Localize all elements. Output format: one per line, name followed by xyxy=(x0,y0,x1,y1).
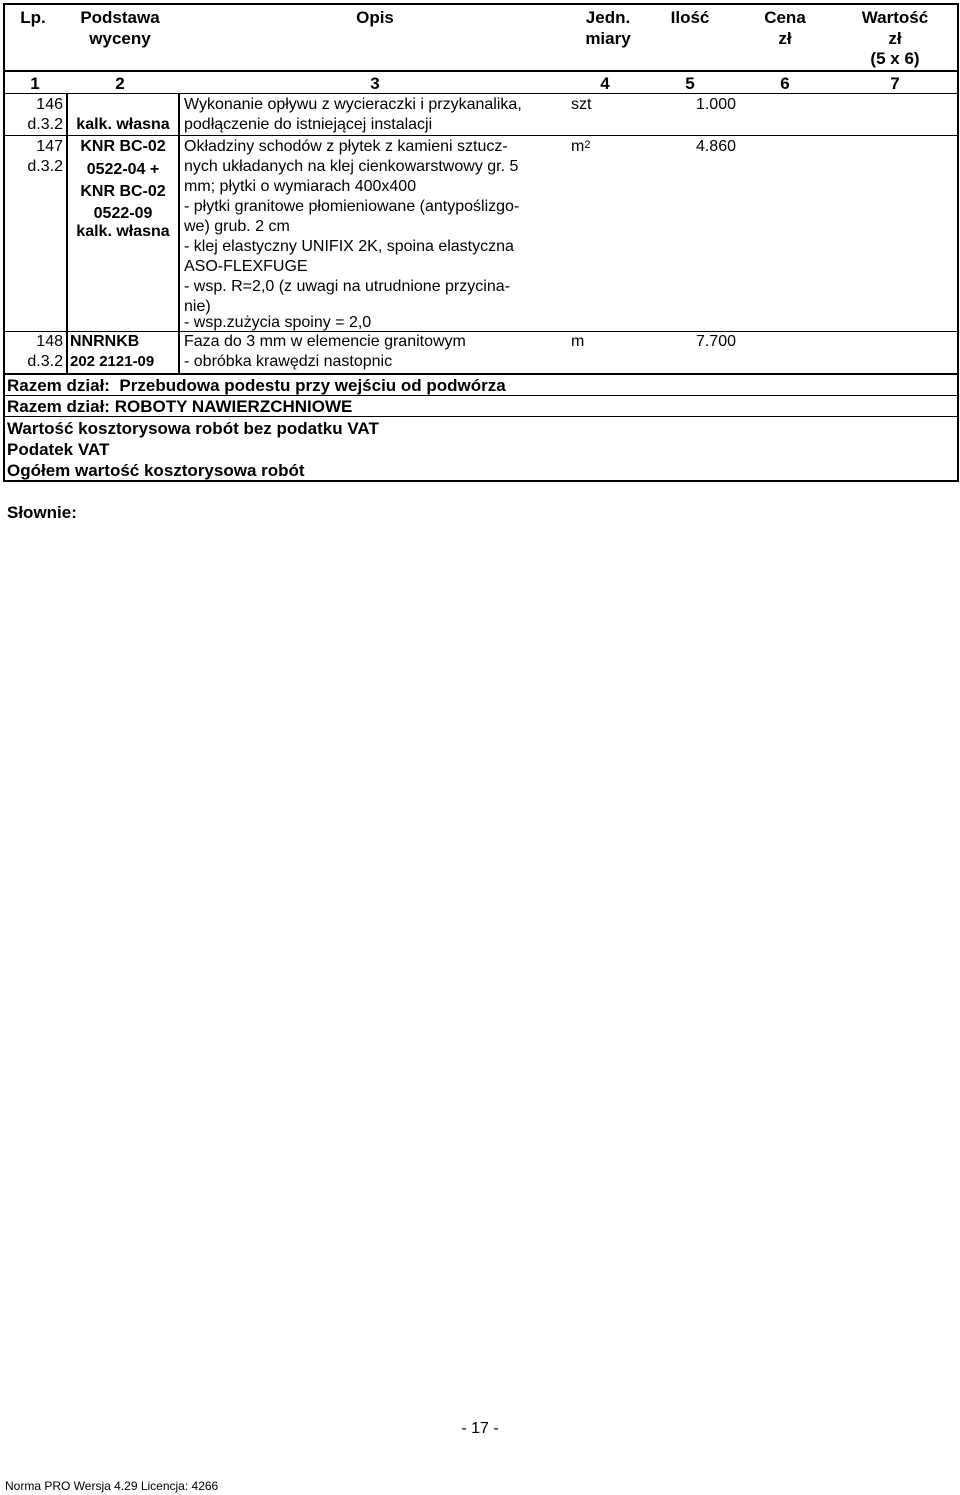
row-lp: 146 xyxy=(36,96,63,113)
summary-razem-dzial-2: Razem dział: ROBOTY NAWIERZCHNIOWE xyxy=(7,397,353,416)
header-opis: Opis xyxy=(356,8,394,27)
header-jedn-2: miary xyxy=(585,29,631,48)
header-jedn-1: Jedn. xyxy=(585,8,631,27)
row-opis-line: - klej elastyczny UNIFIX 2K, spoina elastyczna xyxy=(184,238,514,255)
row-opis-line: nie) xyxy=(184,298,211,315)
header-ilosc: Ilość xyxy=(670,8,710,27)
row-opis-line: mm; płytki o wymiarach 400x400 xyxy=(184,178,417,195)
page-number: - 17 - xyxy=(461,1420,499,1437)
row-separator xyxy=(3,331,959,332)
row-opis-line: - wsp. R=2,0 (z uwagi na utrudnione przycina- xyxy=(184,278,510,295)
row-lp-section: d.3.2 xyxy=(27,116,63,133)
row-opis-line: - płytki granitowe płomieniowane (antypoślizgo- xyxy=(184,198,520,215)
row-podstawa: NNRNKB xyxy=(70,333,140,350)
row-opis-line: Faza do 3 mm w elemencie granitowym xyxy=(184,333,466,350)
row-opis-line: - obróbka krawędzi nastopnic xyxy=(184,353,393,370)
colnum-5: 5 xyxy=(685,74,695,93)
header-cena-1: Cena xyxy=(764,8,806,27)
header-podstawa-2: wyceny xyxy=(89,29,151,48)
row-podstawa: 202 2121-09 xyxy=(70,353,155,370)
header-wartosc-2: zł xyxy=(888,29,902,48)
header-cena-2: zł xyxy=(778,29,792,48)
row-opis-line: ASO-FLEXFUGE xyxy=(184,258,308,275)
col2-separator xyxy=(178,94,180,374)
colnum-separator-line xyxy=(3,70,959,72)
table-border-top xyxy=(3,3,959,5)
slownie-label: Słownie: xyxy=(7,503,77,522)
row-podstawa: KNR BC-02 xyxy=(80,138,166,155)
row-opis-line: Wykonanie opływu z wycieraczki i przykanalika, xyxy=(184,96,522,113)
row-ilosc: 1.000 xyxy=(695,96,736,113)
colnum-bottom-line xyxy=(3,93,959,94)
summary-ogolem: Ogółem wartość kosztorysowa robót xyxy=(7,461,305,480)
header-wartosc-1: Wartość xyxy=(861,8,929,27)
row-lp-section: d.3.2 xyxy=(27,158,63,175)
row-opis-line: Okładziny schodów z płytek z kamieni sztucz- xyxy=(184,138,508,155)
row-opis-line: we) grub. 2 cm xyxy=(184,218,290,235)
summary-separator xyxy=(3,416,959,417)
row-lp: 148 xyxy=(36,333,63,350)
row-opis-line: nych układanych na klej cienkowarstwowy gr. 5 xyxy=(184,158,519,175)
row-jedn-exponent: 2 xyxy=(584,139,591,151)
summary-podatek-vat: Podatek VAT xyxy=(7,440,110,459)
header-wartosc-3: (5 x 6) xyxy=(870,49,920,68)
row-opis-line: - wsp.zużycia spoiny = 2,0 xyxy=(184,314,372,331)
row-podstawa: kalk. własna xyxy=(76,223,170,240)
row-podstawa: 0522-09 xyxy=(93,205,153,222)
table-border-left xyxy=(3,3,5,482)
row-ilosc: 4.860 xyxy=(695,138,736,155)
colnum-4: 4 xyxy=(600,74,610,93)
row-podstawa: kalk. własna xyxy=(76,116,170,133)
row-opis-line: podłączenie do istniejącej instalacji xyxy=(184,116,433,133)
colnum-1: 1 xyxy=(30,74,40,93)
colnum-6: 6 xyxy=(780,74,790,93)
colnum-3: 3 xyxy=(370,74,380,93)
row-jedn-unit: m xyxy=(571,138,585,155)
row-lp-section: d.3.2 xyxy=(27,353,63,370)
colnum-7: 7 xyxy=(890,74,900,93)
summary-razem-dzial-1: Razem dział: Przebudowa podestu przy wejściu od podwórza xyxy=(7,376,506,395)
header-lp: Lp. xyxy=(20,8,46,27)
row-jedn xyxy=(571,137,590,157)
row-podstawa: 0522-04 + xyxy=(86,161,160,178)
footer-software-info: Norma PRO Wersja 4.29 Licencja: 4266 xyxy=(5,1479,219,1493)
table-border-right xyxy=(957,3,959,482)
colnum-2: 2 xyxy=(115,74,125,93)
row-jedn: szt xyxy=(571,96,592,113)
summary-wartosc-bez-vat: Wartość kosztorysowa robót bez podatku VAT xyxy=(7,419,379,438)
header-podstawa-1: Podstawa xyxy=(80,8,160,27)
row-podstawa: KNR BC-02 xyxy=(80,183,166,200)
row-lp: 147 xyxy=(36,138,63,155)
row-separator xyxy=(3,135,959,136)
row-jedn: m xyxy=(571,333,585,350)
row-ilosc: 7.700 xyxy=(695,333,736,350)
